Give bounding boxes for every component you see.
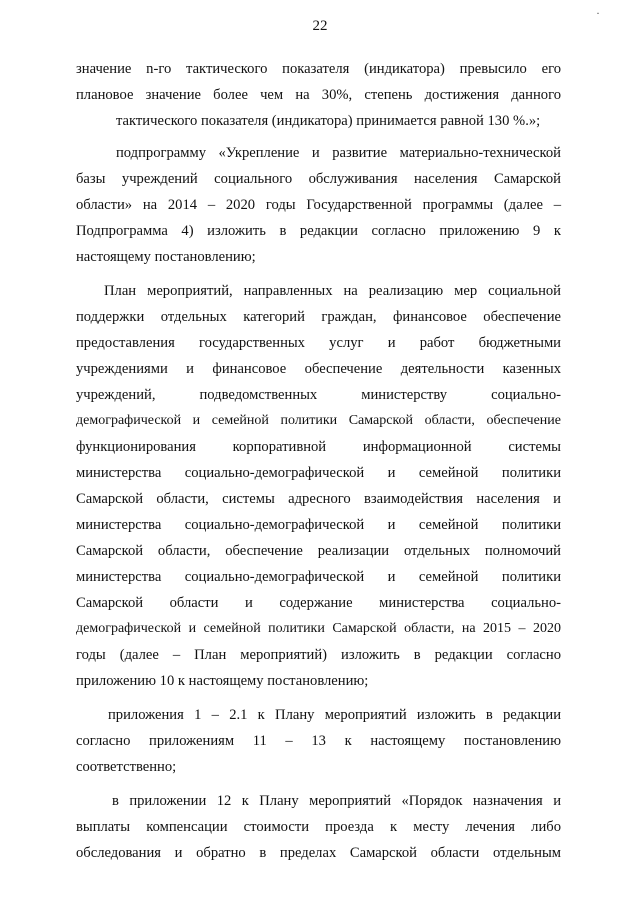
paragraph-line: министерства социально-демографической и семейной политики — [76, 517, 561, 533]
paragraph-line: обследования и обратно в пределах Самарской области отдельным — [76, 845, 561, 861]
paragraph-line: базы учреждений социального обслуживания населения Самарской — [76, 171, 561, 187]
paragraph-3 — [76, 278, 561, 694]
paragraph-line: Подпрограмма 4) изложить в редакции согласно приложению 9 к — [76, 223, 561, 239]
paragraph-line: Самарской области, обеспечение реализации отдельных полномочий — [76, 543, 561, 559]
paragraph-line: функционирования корпоративной информационной системы — [76, 439, 561, 455]
paragraph-line: предоставления государственных услуг и работ бюджетными — [76, 335, 561, 351]
paragraph-line: приложению 10 к настоящему постановлению; — [76, 673, 369, 689]
paragraph-line: учреждений, подведомственных министерству социально- — [76, 387, 561, 403]
paragraph-line: значение n-го тактического показателя (индикатора) превысило его — [76, 61, 561, 77]
paragraph-2 — [76, 140, 561, 270]
paragraph-line: годы (далее – План мероприятий) изложить в редакции согласно — [76, 647, 561, 663]
paragraph-4 — [76, 702, 561, 780]
paragraph-1 — [76, 56, 561, 134]
paragraph-line: Самарской области, системы адресного взаимодействия населения и — [76, 491, 561, 507]
paragraph-line: демографической и семейной политики Самарской области, на 2015 – 2020 — [76, 621, 561, 636]
paragraph-line: согласно приложениям 11 – 13 к настоящему постановлению — [76, 733, 561, 749]
paragraph-line: области» на 2014 – 2020 годы Государственной программы (далее – — [76, 197, 561, 213]
paragraph-line: подпрограмму «Укрепление и развитие материально-технической — [116, 145, 561, 161]
paragraph-line: министерства социально-демографической и семейной политики — [76, 465, 561, 481]
paragraph-line: тактического показателя (индикатора) принимается равной 130 %.»; — [116, 113, 541, 129]
document-body — [76, 56, 561, 866]
paragraph-line: плановое значение более чем на 30%, степень достижения данного — [76, 87, 561, 103]
corner-mark: · — [596, 6, 600, 20]
paragraph-line: в приложении 12 к Плану мероприятий «Порядок назначения и — [112, 793, 561, 809]
paragraph-line: План мероприятий, направленных на реализацию мер социальной — [104, 283, 561, 299]
paragraph-5 — [76, 788, 561, 866]
paragraph-line: министерства социально-демографической и семейной политики — [76, 569, 561, 585]
paragraph-line: Самарской области и содержание министерства социально- — [76, 595, 561, 611]
paragraph-line: поддержки отдельных категорий граждан, финансовое обеспечение — [76, 309, 561, 325]
paragraph-line: соответственно; — [76, 759, 177, 775]
paragraph-line: выплаты компенсации стоимости проезда к месту лечения либо — [76, 819, 561, 835]
paragraph-line: настоящему постановлению; — [76, 249, 256, 265]
paragraph-line: демографической и семейной политики Самарской области, обеспечение — [76, 413, 561, 428]
page-number: 22 — [312, 18, 328, 34]
paragraph-line: приложения 1 – 2.1 к Плану мероприятий изложить в редакции — [108, 707, 561, 723]
paragraph-line: учреждениями и финансовое обеспечение деятельности казенных — [76, 361, 561, 377]
